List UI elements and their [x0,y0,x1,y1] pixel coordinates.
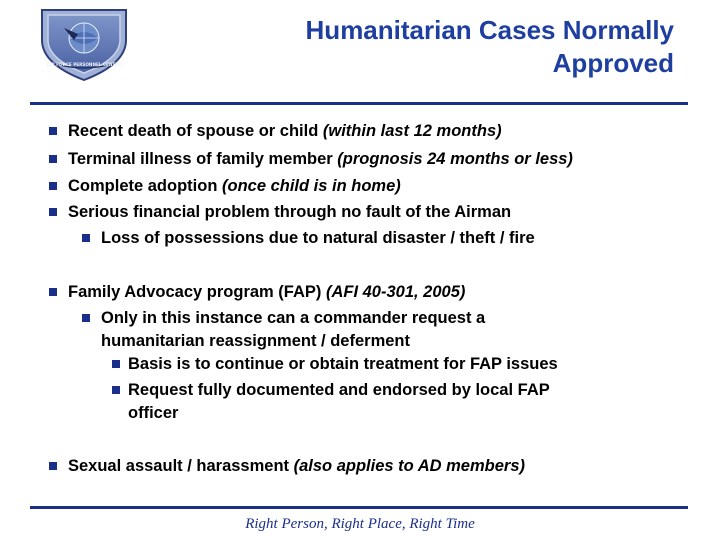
bullet-marker [49,155,57,163]
bullet-marker [49,288,57,296]
sub-sub-bullet-marker [112,360,120,368]
bullet-item: Terminal illness of family member (prognosis 24 months or less) [68,150,573,168]
bullet-item: Recent death of spouse or child (within last 12 months) [68,122,502,140]
sub-sub-bullet-item: Request fully documented and endorsed by local FAP officer [128,381,550,422]
sub-bullet-marker [82,234,90,242]
bullet-marker [49,127,57,135]
title-line-2: Approved [552,48,674,78]
sub-bullet-marker [82,314,90,322]
sub-bullet-item: Loss of possessions due to natural disaster / theft / fire [101,229,535,247]
title-line-1: Humanitarian Cases Normally [305,15,674,45]
bullet-item: Sexual assault / harassment (also applies to AD members) [68,457,525,475]
bullet-marker [49,462,57,470]
sub-sub-bullet-marker [112,386,120,394]
bullet-item: Serious financial problem through no fault of the Airman [68,203,512,221]
bullet-item: Family Advocacy program (FAP) (AFI 40-301, 2005) [68,283,466,301]
sub-bullet-item: Only in this instance can a commander request a humanitarian reassignment / deferment [101,309,486,350]
bullet-marker [49,208,57,216]
bullet-item: Complete adoption (once child is in home) [68,177,401,195]
footer-tagline: Right Person, Right Place, Right Time [245,516,475,532]
bottom-divider [30,506,688,509]
svg-text:AIR FORCE PERSONNEL CENTER: AIR FORCE PERSONNEL CENTER [46,62,122,67]
sub-sub-bullet-item: Basis is to continue or obtain treatment for FAP issues [128,355,558,373]
bullet-marker [49,182,57,190]
